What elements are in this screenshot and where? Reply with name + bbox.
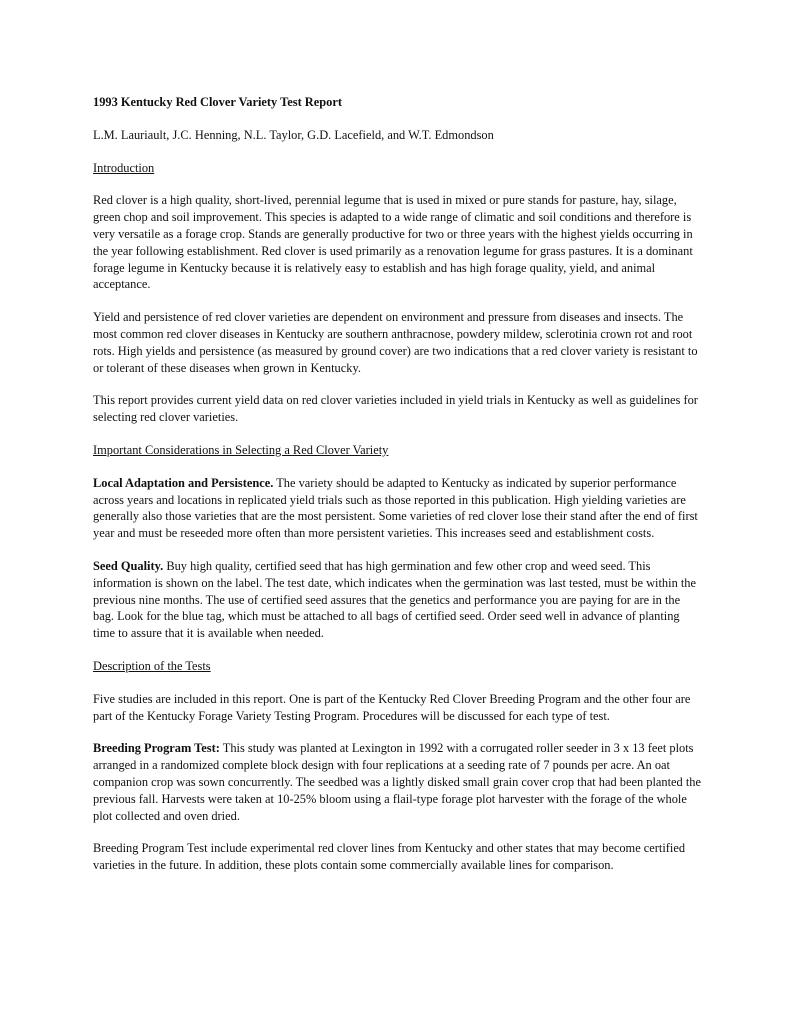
author-list: L.M. Lauriault, J.C. Henning, N.L. Taylor, G.D. Lacefield, and W.T. Edmondson — [93, 127, 494, 142]
seed-quality-text: Buy high quality, certified seed that has high germination and few other crop and weed seed. This information is shown on the label. The test date, which indicates when the germination was last tested, must be within the previous nine months. The use of certified seed assures that the genetics and performance you are paying for are in the bag. Look for the blue tag, which must be attached to all bags of certified seed. Order seed well in advance of planting time to assure that it is available when needed. — [93, 558, 696, 641]
local-adaptation-paragraph — [93, 475, 703, 542]
introduction-paragraph-1: Red clover is a high quality, short-lived, perennial legume that is used in mixed or pure stands for pasture, hay, silage, green chop and soil improvement. This species is adapted to a wide range of climatic and soil conditions and therefore is very versatile as a forage crop. Stands are generally productive for two or three years with the highest yields occurring in the year following establishment. Red clover is used primarily as a renovation legume for grass pastures. It is a dominant forage legume in Kentucky because it is relatively easy to establish and has high forage quality, yield, and animal acceptance. — [93, 193, 693, 292]
seed-quality-paragraph — [93, 558, 703, 642]
breeding-program-lead: Breeding Program Test: — [93, 741, 220, 756]
breeding-program-paragraph — [93, 740, 703, 824]
section-heading-tests: Description of the Tests — [93, 658, 211, 673]
section-heading-introduction: Introduction — [93, 160, 155, 175]
breeding-program-text: This study was planted at Lexington in 1992 with a corrugated roller seeder in 3 x 13 feet plots arranged in a randomized complete block design with four replications at a seeding rate of 7 pounds per acre. An oat companion crop was sown concurrently. The seedbed was a lightly disked small grain cover crop that had been planted the previous fall. Harvests were taken at 10-25% bloom using a flail-type forage plot harvester with the forage of the whole plot collected and oven dried. — [93, 741, 701, 823]
local-adaptation-lead: Local Adaptation and Persistence. — [93, 475, 274, 490]
tests-paragraph-1: Five studies are included in this report. One is part of the Kentucky Red Clover Breeding Program and the other four are part of the Kentucky Forage Variety Testing Program. Procedures will be discussed for each type of test. — [93, 691, 691, 723]
introduction-paragraph-2: Yield and persistence of red clover varieties are dependent on environment and pressure from diseases and insects. The most common red clover diseases in Kentucky are southern anthracnose, powdery mildew, sclerotinia crown rot and root rots. High yields and persistence (as measured by ground cover) are two indications that a red clover variety is resistant to or tolerant of these diseases when grown in Kentucky. — [93, 310, 698, 375]
document-title: 1993 Kentucky Red Clover Variety Test Report — [93, 95, 342, 109]
seed-quality-lead: Seed Quality. — [93, 558, 164, 573]
document-body — [93, 94, 703, 890]
section-heading-considerations: Important Considerations in Selecting a Red Clover Variety — [93, 442, 389, 457]
introduction-paragraph-3: This report provides current yield data on red clover varieties included in yield trials in Kentucky as well as guidelines for selecting red clover varieties. — [93, 393, 698, 425]
local-adaptation-text: The variety should be adapted to Kentucky as indicated by superior performance across years and locations in replicated yield trials such as those reported in this publication. High yielding varieties are generally also those varieties that are the most persistent. Some varieties of red clover lose their stand after the end of first year and must be reseeded more often than more persistent varieties. This increases seed and establishment costs. — [93, 475, 698, 541]
tests-paragraph-3: Breeding Program Test include experimental red clover lines from Kentucky and other states that may become certified varieties in the future. In addition, these plots contain some commercially available lines for comparison. — [93, 841, 686, 873]
